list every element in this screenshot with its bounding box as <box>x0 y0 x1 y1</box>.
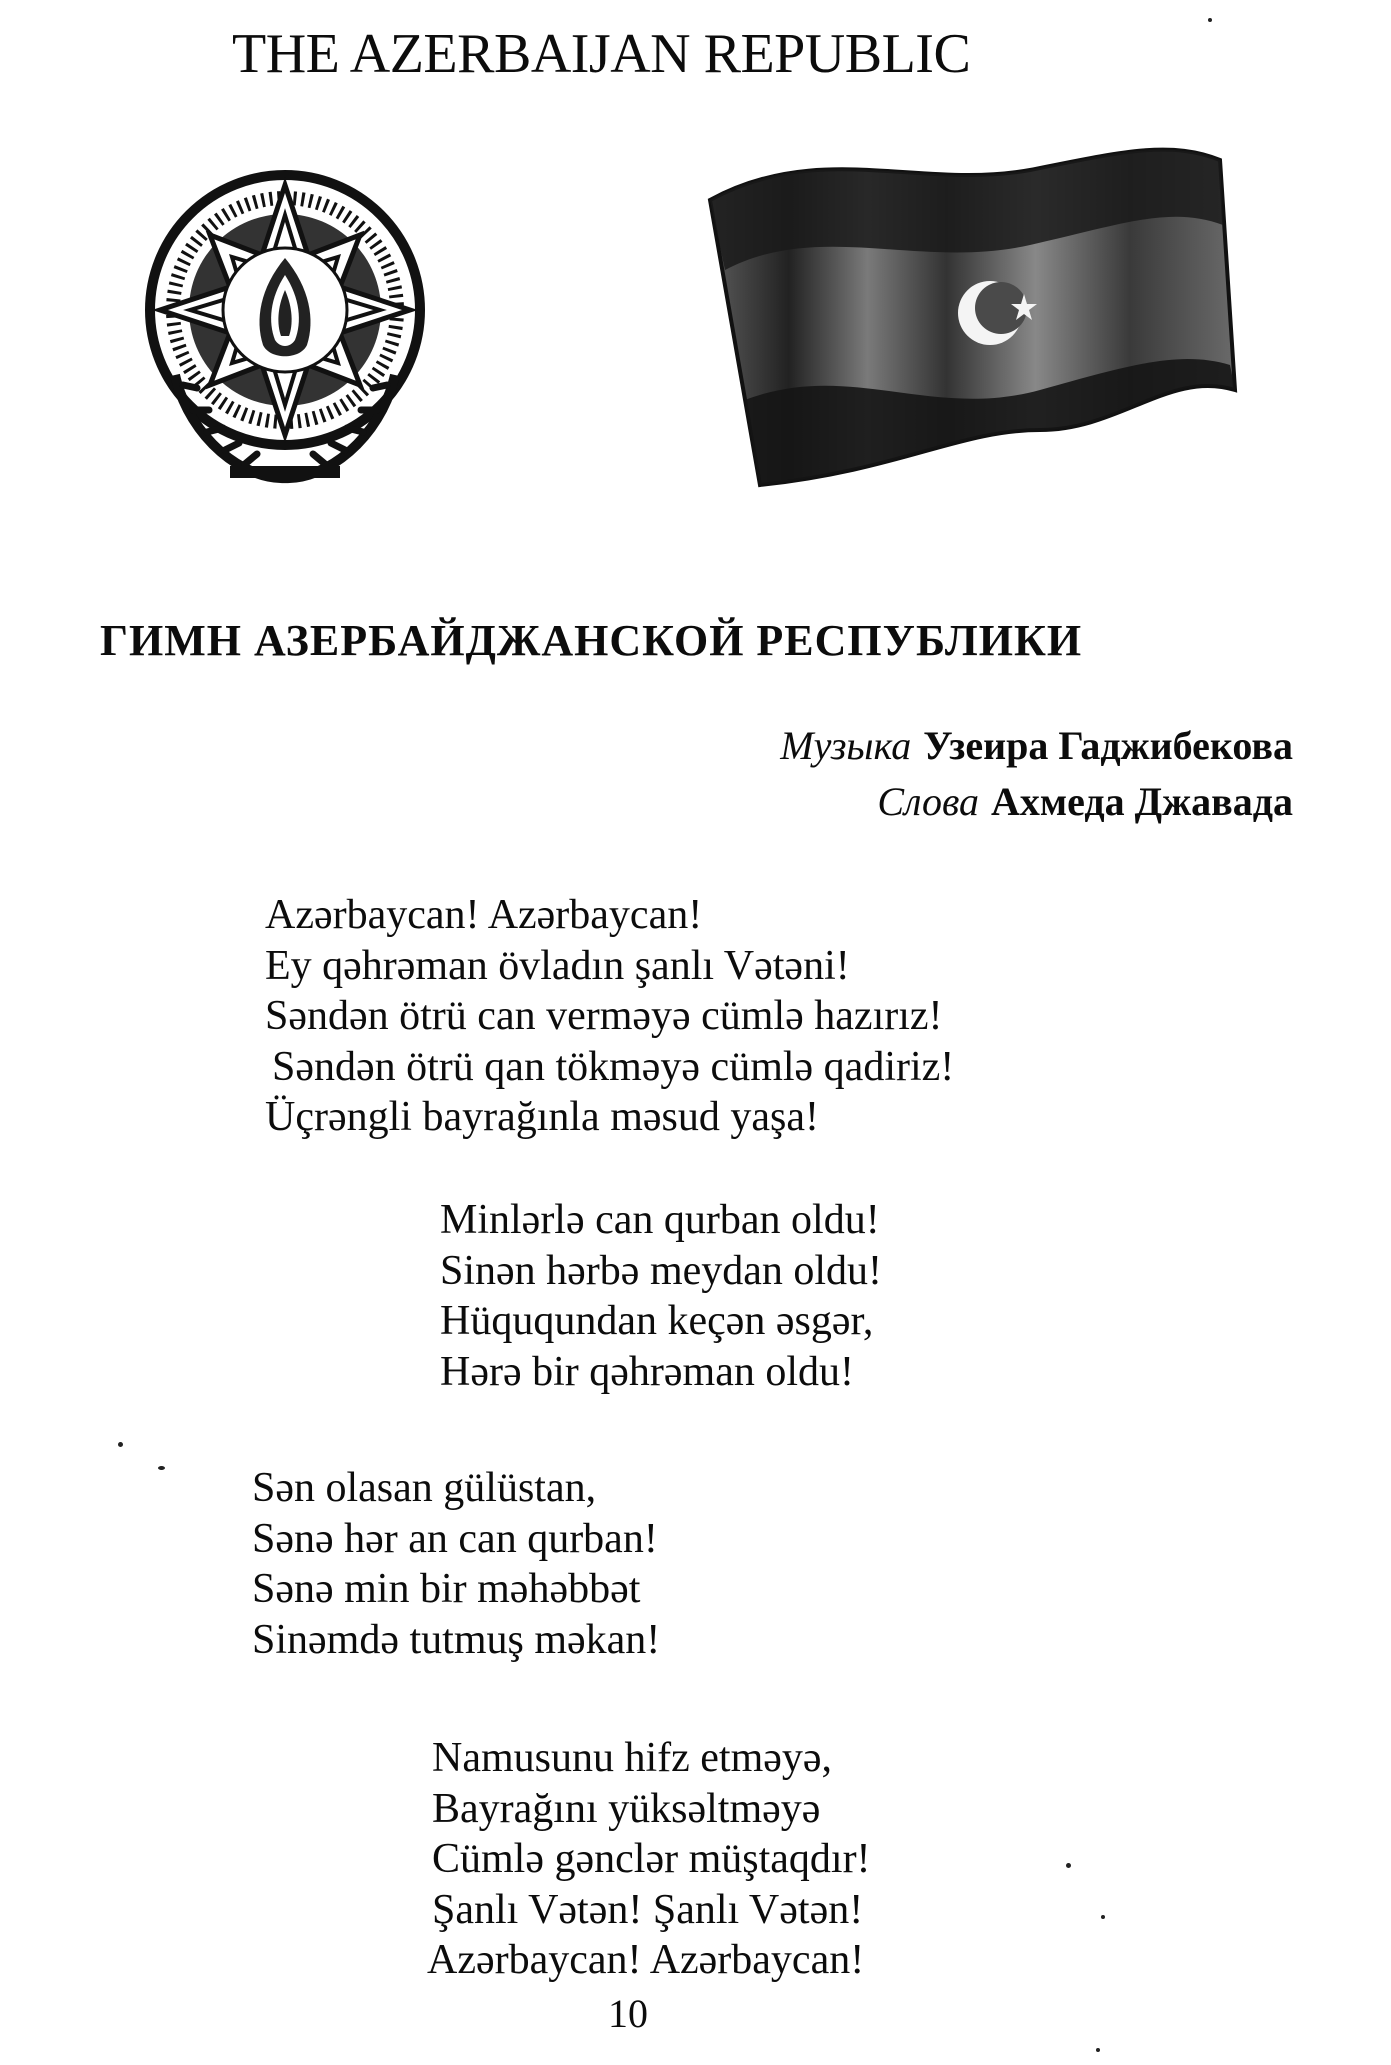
anthem-title: ГИМН АЗЕРБАЙДЖАНСКОЙ РЕСПУБЛИКИ <box>100 616 1083 665</box>
verse-line: Namusunu hifz etməyə, <box>432 1735 833 1781</box>
verse-line: Cümlə gənclər müştaqdır! <box>432 1836 871 1882</box>
scan-speck <box>118 1442 123 1447</box>
music-author: Узеира Гаджибекова <box>923 723 1293 768</box>
stanza-2 <box>440 1195 882 1397</box>
verse-line: Üçrəngli bayrağınla məsud yaşa! <box>265 1094 819 1140</box>
words-credit <box>877 778 1293 825</box>
verse-line: Səndən ötrü can verməyə cümlə hazırız! <box>265 993 943 1039</box>
verse-line: Şanlı Vətən! Şanlı Vətən! <box>432 1886 864 1933</box>
stanza-1 <box>265 890 954 1143</box>
verse-line: Səndən ötrü qan tökməyə cümlə qadiriz! <box>272 1043 955 1090</box>
verse-line: Minlərlə can qurban oldu! <box>440 1197 880 1243</box>
verse-line: Sənə min bir məhəbbət <box>252 1566 641 1612</box>
waving-flag-icon <box>700 130 1240 490</box>
verse-line: Azərbaycan! Azərbaycan! <box>427 1937 865 1983</box>
verse-line: Sən olasan gülüstan, <box>252 1465 597 1511</box>
verse-line: Azərbaycan! Azərbaycan! <box>265 892 703 938</box>
page-title: THE AZERBAIJAN REPUBLIC <box>232 23 971 85</box>
verse-line: Sinən hərbə meydan oldu! <box>440 1247 883 1294</box>
scan-speck <box>1096 2048 1100 2052</box>
state-emblem-icon <box>135 160 435 500</box>
verse-line: Bayrağını yüksəltməyə <box>432 1785 821 1832</box>
scan-speck <box>1208 18 1212 22</box>
scan-speck <box>1101 1915 1105 1919</box>
page-number: 10 <box>608 1991 648 2036</box>
words-author: Ахмеда Джавада <box>991 779 1293 824</box>
verse-line: Hərə bir qəhrəman oldu! <box>440 1348 854 1395</box>
verse-line: Ey qəhrəman övladın şanlı Vətəni! <box>265 942 850 989</box>
scan-speck <box>1066 1863 1071 1868</box>
music-credit <box>780 722 1293 769</box>
music-role: Музыка <box>780 723 912 768</box>
words-role: Слова <box>877 779 980 824</box>
stanza-3 <box>252 1463 660 1665</box>
stanza-4 <box>427 1733 871 1986</box>
scan-speck <box>158 1466 165 1470</box>
verse-line: Sinəmdə tutmuş məkan! <box>252 1616 661 1663</box>
verse-line: Sənə hər an can qurban! <box>252 1515 658 1562</box>
verse-line: Hüququndan keçən əsgər, <box>440 1298 874 1344</box>
